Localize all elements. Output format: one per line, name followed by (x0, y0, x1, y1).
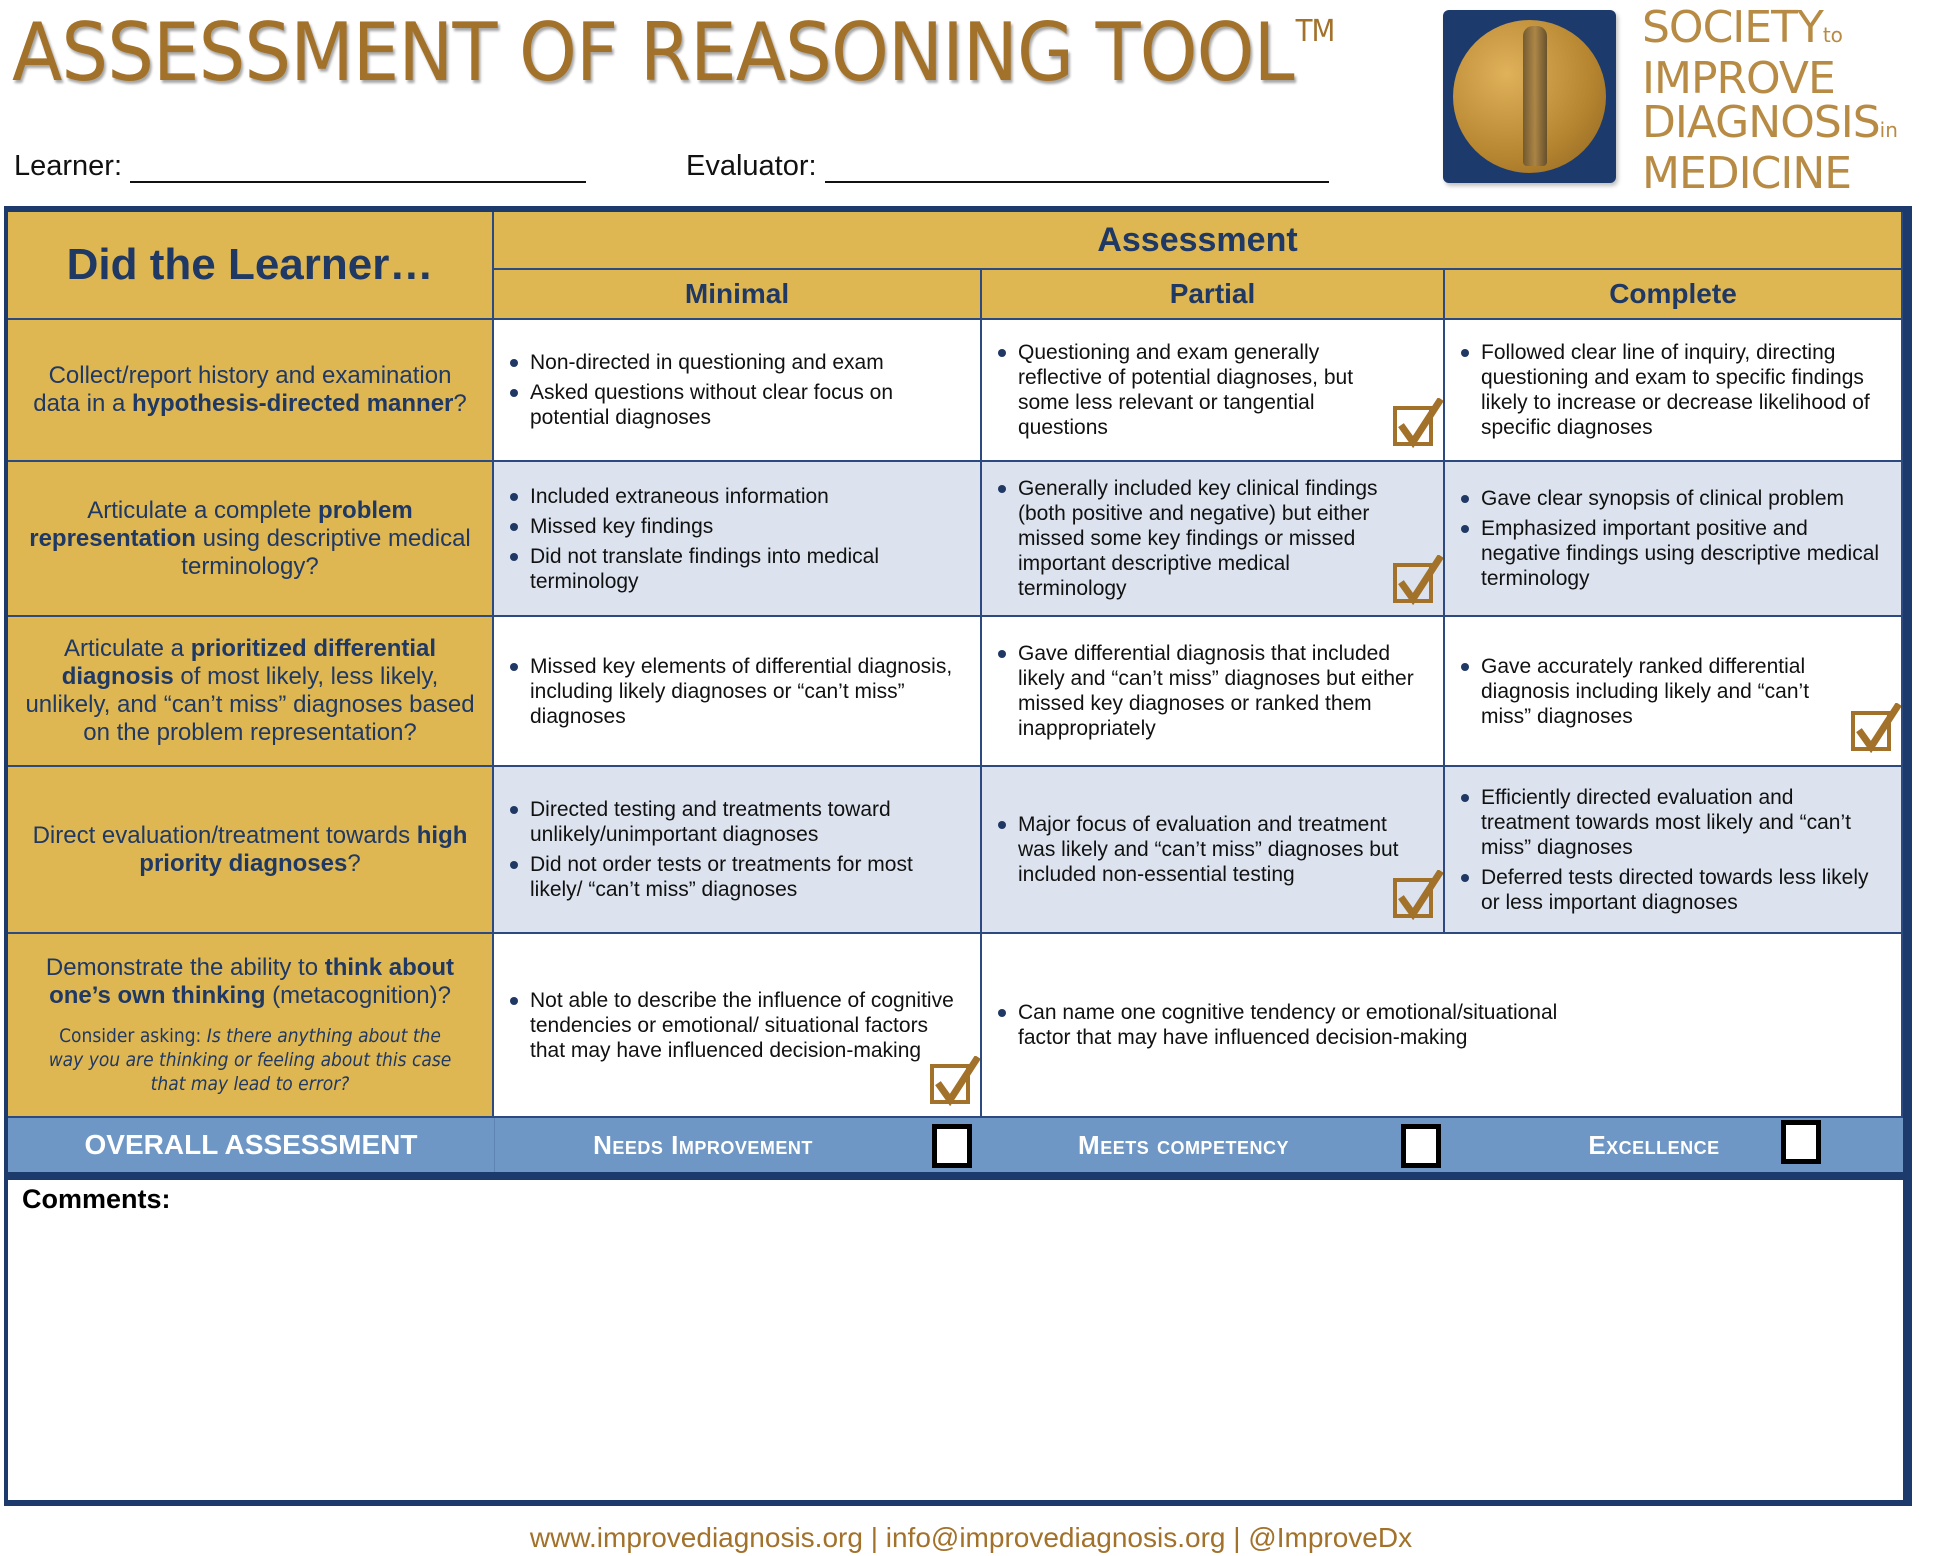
corner-heading-cell (8, 212, 494, 320)
list-item: Directed testing and treatments toward unlikely/unimportant diagnoses (508, 797, 966, 847)
checkbox-checked-icon[interactable] (930, 1064, 970, 1104)
rating-cell-complete[interactable] (1445, 462, 1903, 617)
list-item: Non-directed in questioning and exam (508, 350, 966, 375)
list-item: Included extraneous information (508, 484, 966, 509)
question-post: (metacognition)? (265, 982, 451, 1009)
question-bold: think about one’s own thinking (49, 954, 455, 1009)
list-item: Emphasized important positive and negative findings using descriptive medical terminology (1459, 516, 1887, 591)
question-bold: high priority diagnoses (139, 821, 468, 877)
question-post: using descriptive medical terminology? (181, 524, 471, 580)
rating-cell-partial[interactable] (982, 320, 1445, 462)
question-bold: problem representation (29, 496, 413, 552)
rating-cell-partial-complete[interactable] (982, 934, 1903, 1118)
question-bold: prioritized differential diagnosis (61, 635, 437, 690)
column-header-label: Complete (1609, 278, 1737, 309)
question-text (8, 617, 492, 765)
question-cell (8, 462, 494, 617)
list-item: Asked questions without clear focus on potential diagnoses (508, 380, 966, 430)
hint-prefix: Consider asking: (59, 1025, 207, 1047)
question-bold: hypothesis-directed manner (131, 390, 454, 417)
question-post: ? (347, 849, 361, 877)
question-text (8, 934, 492, 1116)
list-item: Gave clear synopsis of clinical problem (1459, 486, 1887, 511)
page-title (12, 6, 1334, 99)
checkbox-checked-icon[interactable] (1393, 878, 1433, 918)
overall-assessment-label: OVERALL ASSESSMENT (8, 1118, 495, 1172)
option-excellence[interactable] (1445, 1118, 1903, 1172)
org-small-to: to (1822, 23, 1843, 47)
evaluator-label: Evaluator: (686, 150, 817, 182)
column-header-minimal (494, 270, 982, 320)
org-line-4: MEDICINE (1642, 148, 1852, 199)
org-name (1642, 2, 1898, 199)
question-cell (8, 320, 494, 462)
checkbox-icon[interactable] (1781, 1120, 1821, 1164)
option-needs-improvement[interactable] (494, 1118, 982, 1172)
overall-assessment-bar (8, 1118, 1903, 1172)
checkbox-icon[interactable] (1401, 1124, 1441, 1168)
consider-asking-hint (45, 1024, 455, 1096)
rating-cell-minimal[interactable] (494, 617, 982, 767)
rating-cell-partial[interactable] (982, 462, 1445, 617)
list-item: Did not translate findings into medical terminology (508, 544, 966, 594)
column-header-label: Partial (1169, 278, 1256, 309)
rating-cell-complete[interactable] (1445, 767, 1903, 934)
list-item: Missed key findings (508, 514, 966, 539)
list-item: Deferred tests directed towards less likely or less important diagnoses (1459, 865, 1887, 915)
list-item: Efficiently directed evaluation and treatment towards most likely and “can’t miss” diagnoses (1459, 785, 1887, 860)
question-pre: Articulate a (63, 635, 191, 662)
checkbox-checked-icon[interactable] (1851, 711, 1891, 751)
org-line-3: DIAGNOSIS (1642, 97, 1880, 148)
rating-cell-partial[interactable] (982, 767, 1445, 934)
evaluator-field (686, 150, 1329, 183)
list-item: Gave accurately ranked differential diagnosis including likely and “can’t miss” diagnoses (1459, 654, 1841, 729)
list-item: Can name one cognitive tendency or emotional/situational factor that may have influenced decision-making (996, 1000, 1601, 1050)
learner-input[interactable] (130, 151, 586, 183)
rating-cell-complete[interactable] (1445, 617, 1903, 767)
figure-relief (1523, 26, 1547, 166)
evaluator-input[interactable] (825, 151, 1329, 183)
rating-cell-minimal[interactable] (494, 767, 982, 934)
option-label: Meets competency (1078, 1129, 1289, 1160)
list-item: Missed key elements of differential diagnosis, including likely diagnoses or “can’t miss” diagnoses (508, 654, 966, 729)
list-item: Not able to describe the influence of cognitive tendencies or emotional/ situational factors that may have influenced decision-making (508, 988, 966, 1063)
rating-cell-minimal[interactable] (494, 462, 982, 617)
option-label: Excellence (1588, 1129, 1720, 1160)
org-small-in: in (1879, 118, 1898, 142)
learner-label: Learner: (14, 150, 123, 182)
title-text: ASSESSMENT OF REASONING TOOL (12, 6, 1294, 99)
assessment-heading-cell (494, 212, 1903, 270)
footer-contact: www.improvediagnosis.org | info@improvediagnosis.org | @ImproveDx (529, 1522, 1413, 1553)
question-pre: Articulate a complete (87, 496, 319, 524)
trademark: TM (1295, 14, 1335, 49)
comments-label: Comments: (22, 1184, 171, 1214)
question-cell (8, 617, 494, 767)
hint-question: Is there anything about the way you are thinking or feeling about this case that may lead to error? (48, 1025, 452, 1095)
column-header-partial (982, 270, 1445, 320)
question-pre: Direct evaluation/treatment towards (32, 821, 417, 849)
learner-field (14, 150, 586, 183)
rating-cell-minimal[interactable] (494, 320, 982, 462)
question-text (8, 462, 492, 615)
option-meets-competency[interactable] (982, 1118, 1445, 1172)
list-item: Followed clear line of inquiry, directing questioning and exam to specific findings likely to increase or decrease likelihood of specific diagnoses (1459, 340, 1887, 440)
list-item: Questioning and exam generally reflective of potential diagnoses, but some less relevant or tangential questions (996, 340, 1383, 440)
question-text (8, 320, 492, 460)
checkbox-checked-icon[interactable] (1393, 563, 1433, 603)
list-item: Did not order tests or treatments for most likely/ “can’t miss” diagnoses (508, 852, 966, 902)
medal-figure-icon (1443, 10, 1616, 183)
question-cell (8, 767, 494, 934)
rating-cell-complete[interactable] (1445, 320, 1903, 462)
column-header-complete (1445, 270, 1903, 320)
question-cell (8, 934, 494, 1118)
option-label: Needs Improvement (593, 1129, 813, 1160)
list-item: Major focus of evaluation and treatment was likely and “can’t miss” diagnoses but included non-essential testing (996, 812, 1429, 887)
comments-area[interactable] (8, 1180, 1903, 1500)
checkbox-checked-icon[interactable] (1393, 406, 1433, 446)
column-header-label: Minimal (684, 278, 790, 309)
question-post: of most likely, less likely, unlikely, and “can’t miss” diagnoses based on the problem representation? (25, 663, 475, 746)
org-line-1: SOCIETY (1642, 2, 1823, 53)
list-item: Generally included key clinical findings (both positive and negative) but either missed some key findings or missed important descriptive medical terminology (996, 476, 1383, 601)
corner-heading: Did the Learner… (66, 240, 434, 289)
list-item: Gave differential diagnosis that included likely and “can’t miss” diagnoses but either missed key diagnoses or ranked them inappropriately (996, 641, 1429, 741)
rating-cell-partial[interactable] (982, 617, 1445, 767)
question-pre: Demonstrate the ability to (45, 954, 325, 981)
question-post: ? (453, 390, 467, 417)
org-line-2: IMPROVE (1642, 53, 1835, 104)
question-text (8, 767, 492, 932)
checkbox-icon[interactable] (932, 1124, 972, 1168)
assessment-heading: Assessment (1097, 220, 1298, 259)
question-pre: Collect/report history and examination data in a (33, 362, 452, 417)
rating-cell-minimal[interactable] (494, 934, 982, 1118)
